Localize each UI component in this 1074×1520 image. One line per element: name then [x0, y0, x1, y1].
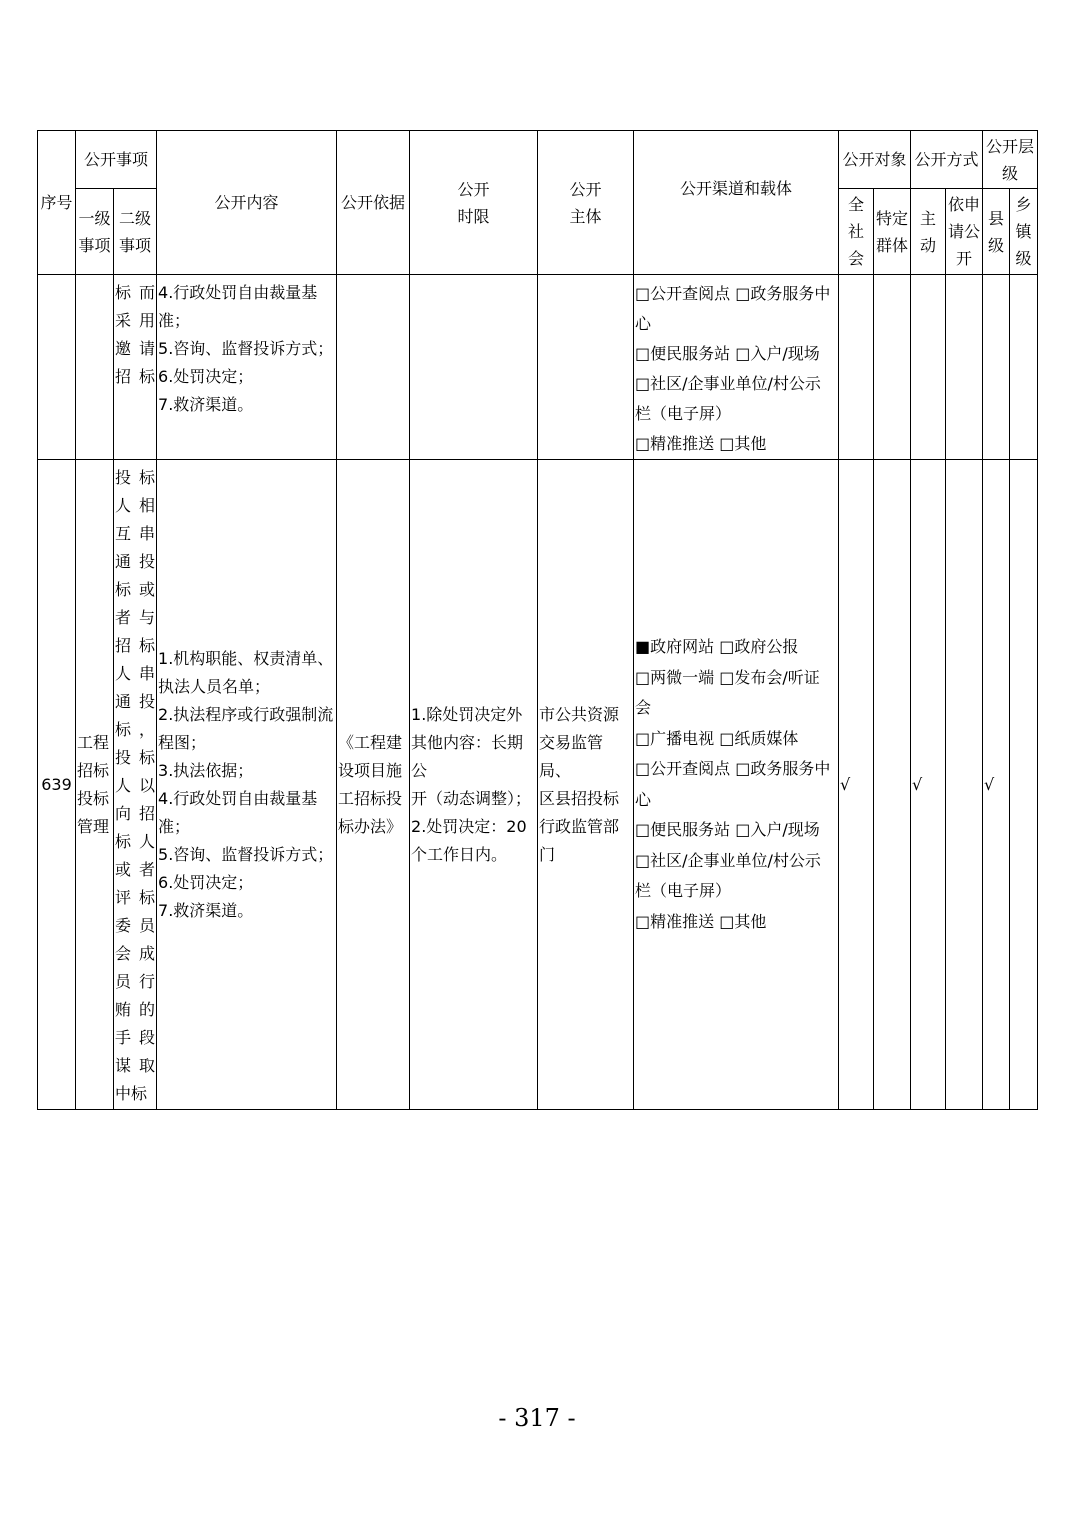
- header-content: 公开内容: [157, 131, 337, 275]
- disclosure-table: [37, 130, 1038, 1110]
- cell-seq: [38, 275, 76, 460]
- header-method: 公开方式: [911, 131, 983, 189]
- header-channel: 公开渠道和载体: [634, 131, 839, 275]
- cell-target-all: [839, 275, 874, 460]
- header-target: 公开对象: [839, 131, 911, 189]
- cell-content: 1.机构职能、权责清单、 执法人员名单； 2.执法程序或行政强制流 程图； 3.执法依据； 4.行政处罚自由裁量基 准； 5.咨询、监督投诉方式； 6.处罚决定； 7.救济渠道。: [157, 460, 337, 1110]
- cell-basis: 《工程建 设项目施 工招标投 标办法》: [337, 460, 410, 1110]
- cell-target-specific: [874, 275, 911, 460]
- cell-basis: [337, 275, 410, 460]
- cell-subject: 市公共资源 交易监管局、 区县招投标 行政监管部 门: [538, 460, 634, 1110]
- cell-target-all: √: [839, 460, 874, 1110]
- cell-subject: [538, 275, 634, 460]
- table-row-639: [38, 460, 1038, 1110]
- cell-method-active: [911, 275, 946, 460]
- cell-method-active: √: [911, 460, 946, 1110]
- cell-item: [76, 275, 114, 460]
- cell-channel: ■政府网站 □政府公报 □两微一端 □发布会/听证 会 □广播电视 □纸质媒体 □公开查阅点 □政务服务中 心 □便民服务站 □入户/现场 □社区/企事业单位/村公示 栏（电子屏） □精准推送 □其他: [634, 460, 839, 1110]
- header-level1: 一级 事项: [76, 189, 114, 275]
- cell-time-limit: 1.除处罚决定外 其他内容：长期公 开（动态调整）； 2.处罚决定：20 个工作日内。: [410, 460, 538, 1110]
- header-time-limit: 公开 时限: [410, 131, 538, 275]
- cell-sub-item: 投标 人相 互串 通投 标或 者与 招标 人串 通投 标， 投标 人以 向招 标人 或者 评标 委员 会成 员行 贿的 手段 谋取 中标: [114, 460, 157, 1110]
- cell-level-county: [983, 275, 1010, 460]
- cell-channel: □公开查阅点 □政务服务中 心 □便民服务站 □入户/现场 □社区/企事业单位/村公示 栏（电子屏） □精准推送 □其他: [634, 275, 839, 460]
- cell-level-county: √: [983, 460, 1010, 1110]
- header-level: 公开层 级: [983, 131, 1038, 189]
- header-subject: 公开 主体: [538, 131, 634, 275]
- header-target-all: 全 社 会: [839, 189, 874, 275]
- cell-target-specific: [874, 460, 911, 1110]
- header-seq: 序号: [38, 131, 76, 275]
- header-items: 公开事项: [76, 131, 157, 189]
- header-level2: 二级 事项: [114, 189, 157, 275]
- header-basis: 公开依据: [337, 131, 410, 275]
- cell-level-town: [1010, 275, 1038, 460]
- cell-method-apply: [946, 460, 983, 1110]
- cell-time-limit: [410, 275, 538, 460]
- cell-sub-item: 标而 采用 邀请 招标: [114, 275, 157, 460]
- cell-seq: 639: [38, 460, 76, 1110]
- header-method-active: 主 动: [911, 189, 946, 275]
- header-row-1: [38, 131, 1038, 189]
- header-target-specific: 特定 群体: [874, 189, 911, 275]
- header-level-town: 乡 镇 级: [1010, 189, 1038, 275]
- cell-item: 工程 招标 投标 管理: [76, 460, 114, 1110]
- header-level-county: 县 级: [983, 189, 1010, 275]
- table-row-continued: [38, 275, 1038, 460]
- header-method-apply: 依申 请公 开: [946, 189, 983, 275]
- cell-content: 4.行政处罚自由裁量基准； 5.咨询、监督投诉方式； 6.处罚决定； 7.救济渠道。: [157, 275, 337, 460]
- cell-level-town: [1010, 460, 1038, 1110]
- cell-method-apply: [946, 275, 983, 460]
- page-number: - 317 -: [498, 1404, 576, 1432]
